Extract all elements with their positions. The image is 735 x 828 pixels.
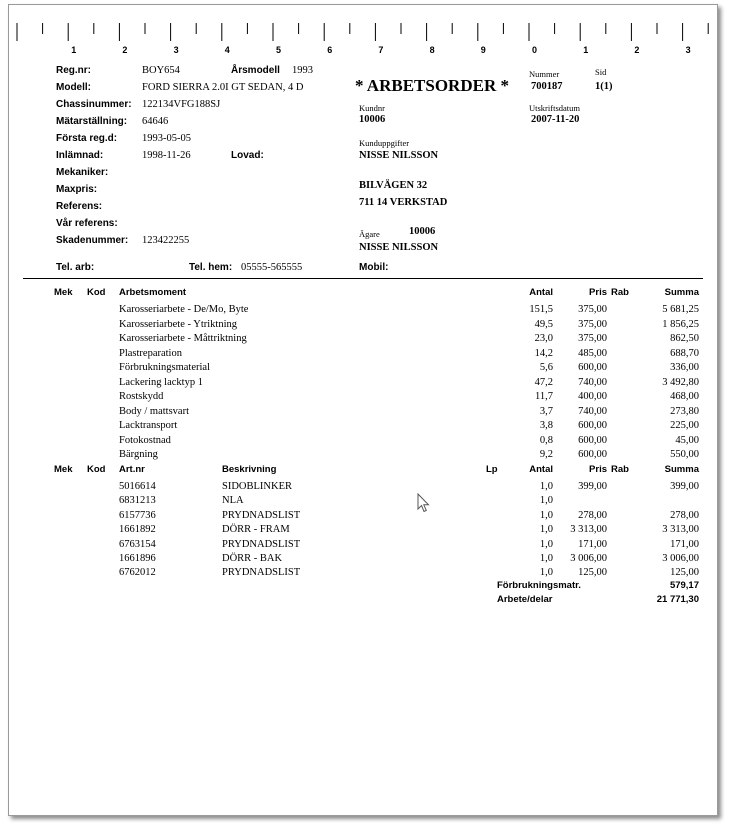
work-row — [9, 361, 717, 375]
sid-value: 1(1) — [595, 81, 613, 92]
kundnr-label: Kundnr — [359, 103, 385, 113]
parts-artnr: 6831213 — [119, 495, 156, 507]
parts-col-artnr: Art.nr — [119, 464, 145, 475]
ruler-label: 3 — [173, 45, 179, 55]
parts-pris: 125,00 — [578, 567, 607, 579]
work-summa: 273,80 — [670, 405, 699, 417]
work-moment: Plastreparation — [119, 347, 182, 359]
work-summa: 225,00 — [670, 420, 699, 431]
work-summa: 5 681,25 — [662, 304, 699, 315]
work-summa: 862,50 — [670, 333, 699, 344]
parts-antal: 1,0 — [539, 553, 553, 564]
work-row — [9, 434, 717, 448]
mouse-cursor-icon — [417, 493, 431, 515]
parts-antal: 1,0 — [539, 509, 553, 521]
parts-col-kod: Kod — [87, 464, 106, 475]
kunduppgifter-label: Kunduppgifter — [359, 138, 410, 148]
maxpris-label: Maxpris: — [56, 184, 98, 195]
parts-pris: 171,00 — [578, 538, 607, 550]
parts-col-antal: Antal — [529, 464, 553, 475]
work-antal: 0,8 — [539, 434, 553, 446]
forsta-reg-value: 1993-05-05 — [142, 133, 191, 144]
parts-antal: 1,0 — [539, 481, 553, 492]
work-antal: 11,7 — [535, 391, 553, 402]
work-antal: 47,2 — [534, 376, 553, 388]
parts-artnr: 6763154 — [119, 538, 156, 550]
kundnr-value: 10006 — [359, 114, 386, 125]
agare-nr: 10006 — [409, 226, 436, 237]
inlamnad-label: Inlämnad: — [56, 150, 104, 161]
parts-beskrivning: PRYDNADSLIST — [222, 538, 301, 550]
work-antal: 14,2 — [534, 347, 553, 359]
ruler-label: 4 — [224, 45, 230, 55]
ruler-label: 2 — [634, 45, 640, 55]
work-summa: 1 856,25 — [662, 318, 699, 330]
work-summa: 336,00 — [670, 362, 699, 373]
work-pris: 375,00 — [578, 304, 607, 315]
work-moment: Lackering lacktyp 1 — [119, 376, 203, 388]
parts-row — [9, 523, 717, 537]
parts-col-lp: Lp — [486, 464, 498, 475]
parts-col-summa: Summa — [664, 464, 699, 475]
work-antal: 5,6 — [539, 362, 553, 373]
ruler-label: 3 — [685, 45, 691, 55]
parts-beskrivning: DÖRR - FRAM — [222, 524, 290, 536]
forbrukning-value: 579,17 — [669, 580, 699, 591]
work-antal: 3,8 — [539, 420, 553, 431]
work-pris: 740,00 — [578, 405, 607, 417]
work-moment: Karosseriarbete - Måttriktning — [119, 333, 247, 344]
work-row — [9, 347, 717, 361]
parts-artnr: 1661896 — [119, 553, 156, 564]
parts-summa: 125,00 — [670, 567, 699, 579]
work-row — [9, 405, 717, 419]
forbrukning-label: Förbrukningsmatr. — [497, 580, 581, 591]
work-row — [9, 419, 717, 433]
work-row — [9, 318, 717, 332]
parts-row — [9, 480, 717, 494]
parts-artnr: 1661892 — [119, 524, 156, 536]
work-moment: Karosseriarbete - De/Mo, Byte — [119, 304, 249, 315]
parts-row — [9, 509, 717, 523]
ruler-label: 8 — [429, 45, 435, 55]
work-moment: Karosseriarbete - Ytriktning — [119, 318, 237, 330]
ruler-label: 1 — [71, 45, 77, 55]
ruler-label: 1 — [583, 45, 589, 55]
work-pris: 600,00 — [578, 362, 607, 373]
parts-row — [9, 566, 717, 580]
work-moment: Fotokostnad — [119, 434, 171, 446]
work-row — [9, 448, 717, 462]
work-pris: 600,00 — [578, 434, 607, 446]
ruler-label: 5 — [276, 45, 282, 55]
utskrift-label: Utskriftsdatum — [529, 103, 580, 113]
modell-value: FORD SIERRA 2.0I GT SEDAN, 4 D — [142, 82, 304, 93]
parts-antal: 1,0 — [539, 495, 553, 507]
col-kod: Kod — [87, 287, 106, 298]
ruler-label: 9 — [480, 45, 486, 55]
referens-label: Referens: — [56, 201, 103, 212]
col-summa: Summa — [664, 287, 699, 298]
parts-beskrivning: DÖRR - BAK — [222, 553, 283, 564]
kund-namn: NISSE NILSSON — [359, 150, 439, 161]
work-pris: 375,00 — [578, 333, 607, 344]
forsta-reg-label: Första reg.d: — [56, 133, 118, 144]
document-title: * ARBETSORDER * — [355, 76, 509, 95]
col-rab: Rab — [611, 287, 629, 298]
parts-pris: 3 313,00 — [570, 524, 607, 536]
parts-row — [9, 494, 717, 508]
ruler-label: 7 — [378, 45, 384, 55]
mobil-label: Mobil: — [359, 262, 389, 273]
work-pris: 400,00 — [578, 391, 607, 402]
parts-beskrivning: NLA — [222, 495, 244, 507]
arsmodell-label: Årsmodell — [231, 65, 280, 76]
parts-summa: 3 313,00 — [662, 524, 699, 536]
work-row — [9, 303, 717, 317]
regnr-label: Reg.nr: — [56, 65, 91, 76]
work-pris: 600,00 — [578, 420, 607, 431]
col-pris: Pris — [589, 287, 607, 298]
work-summa: 45,00 — [675, 434, 699, 446]
inlamnad-value: 1998-11-26 — [142, 150, 191, 161]
work-pris: 600,00 — [578, 449, 607, 460]
ruler-label: 0 — [532, 45, 538, 55]
tel-hem-value: 05555-565555 — [241, 262, 303, 273]
matar-value: 64646 — [142, 116, 169, 127]
sid-label: Sid — [595, 67, 607, 77]
work-pris: 485,00 — [578, 347, 607, 359]
kund-adress: BILVÄGEN 32 — [359, 180, 428, 191]
parts-artnr: 5016614 — [119, 481, 156, 492]
modell-label: Modell: — [56, 82, 91, 93]
parts-artnr: 6157736 — [119, 509, 156, 521]
parts-beskrivning: SIDOBLINKER — [222, 481, 292, 492]
parts-beskrivning: PRYDNADSLIST — [222, 567, 301, 579]
tel-hem-label: Tel. hem: — [189, 262, 233, 273]
work-row — [9, 390, 717, 404]
work-antal: 151,5 — [529, 304, 553, 315]
work-row — [9, 332, 717, 346]
skadenummer-label: Skadenummer: — [56, 235, 129, 246]
parts-row — [9, 552, 717, 566]
work-summa: 688,70 — [670, 347, 699, 359]
work-pris: 375,00 — [578, 318, 607, 330]
parts-col-rab: Rab — [611, 464, 629, 475]
matar-label: Mätarställning: — [56, 116, 128, 127]
regnr-value: BOY654 — [142, 65, 180, 76]
parts-col-mek: Mek — [54, 464, 73, 475]
work-summa: 550,00 — [670, 449, 699, 460]
lovad-label: Lovad: — [231, 150, 264, 161]
parts-pris: 3 006,00 — [570, 553, 607, 564]
work-antal: 23,0 — [534, 333, 553, 344]
ruler — [9, 19, 717, 57]
col-mek: Mek — [54, 287, 73, 298]
work-moment: Bärgning — [119, 449, 158, 460]
chassi-label: Chassinummer: — [56, 99, 132, 110]
parts-antal: 1,0 — [539, 567, 553, 579]
parts-col-beskrivning: Beskrivning — [222, 464, 277, 475]
work-moment: Rostskydd — [119, 391, 164, 402]
agare-label: Ägare — [359, 229, 380, 239]
chassi-value: 122134VFG188SJ — [142, 99, 221, 110]
parts-row — [9, 538, 717, 552]
document-page — [8, 4, 718, 816]
parts-summa: 171,00 — [670, 538, 699, 550]
parts-summa: 399,00 — [670, 481, 699, 492]
tel-arb-label: Tel. arb: — [56, 262, 95, 273]
col-antal: Antal — [529, 287, 553, 298]
work-antal: 49,5 — [534, 318, 553, 330]
nummer-label: Nummer — [529, 69, 560, 79]
work-antal: 3,7 — [539, 405, 553, 417]
ruler-label: 2 — [122, 45, 128, 55]
parts-beskrivning: PRYDNADSLIST — [222, 509, 301, 521]
parts-pris: 278,00 — [578, 509, 607, 521]
nummer-value: 700187 — [531, 81, 563, 92]
parts-summa: 3 006,00 — [662, 553, 699, 564]
arsmodell-value: 1993 — [292, 65, 313, 76]
var-referens-label: Vår referens: — [56, 218, 118, 229]
ruler-label: 6 — [327, 45, 333, 55]
work-moment: Body / mattsvart — [119, 405, 189, 417]
parts-antal: 1,0 — [539, 538, 553, 550]
skadenummer-value: 123422255 — [142, 235, 190, 246]
parts-col-pris: Pris — [589, 464, 607, 475]
work-antal: 9,2 — [539, 449, 553, 460]
work-row — [9, 376, 717, 390]
col-arbetsmoment: Arbetsmoment — [119, 287, 187, 298]
work-summa: 468,00 — [670, 391, 699, 402]
parts-artnr: 6762012 — [119, 567, 156, 579]
parts-pris: 399,00 — [578, 481, 607, 492]
agare-namn: NISSE NILSSON — [359, 242, 439, 253]
arbete-delar-value: 21 771,30 — [656, 594, 699, 605]
work-moment: Förbrukningsmaterial — [119, 362, 210, 373]
utskrift-value: 2007-11-20 — [531, 114, 580, 125]
work-moment: Lacktransport — [119, 420, 178, 431]
work-summa: 3 492,80 — [662, 376, 699, 388]
parts-summa: 278,00 — [670, 509, 699, 521]
arbete-delar-label: Arbete/delar — [497, 594, 553, 605]
kund-postort: 711 14 VERKSTAD — [359, 197, 448, 208]
divider — [23, 278, 703, 279]
mekaniker-label: Mekaniker: — [56, 167, 109, 178]
parts-antal: 1,0 — [539, 524, 553, 536]
work-pris: 740,00 — [578, 376, 607, 388]
